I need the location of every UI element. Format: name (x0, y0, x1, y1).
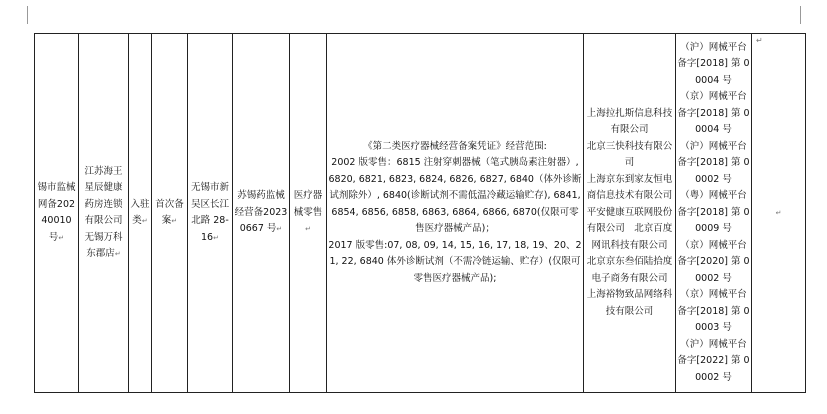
registration-number: （沪）网械平台备字[2022] 第 00002 号 (677, 338, 750, 383)
cell-end-mark: ↵ (114, 250, 121, 258)
platform-companies-cell (584, 34, 676, 393)
enterprise-name: 江苏海王星辰健康药房连锁有限公司无锡万科东郡店 (84, 165, 123, 259)
address: 无锡市新吴区长江北路 28-16 (190, 182, 229, 243)
address-cell (188, 34, 233, 393)
cell-end-mark: ↵ (213, 233, 219, 242)
cell-end-mark: ↵ (141, 217, 148, 225)
margin-mark-right (800, 6, 801, 24)
enterprise-name-cell (79, 34, 129, 393)
cell-end-mark: ↵ (58, 233, 65, 242)
registration-number: （京）网械平台备字[2018] 第 00004 号 (677, 91, 750, 136)
registration-number: （京）网械平台备字[2020] 第 00002 号 (677, 239, 750, 284)
entry-type-cell (129, 34, 152, 393)
registration-number: （粤）网械平台备字[2018] 第 00009 号 (677, 190, 750, 235)
filing-kind-cell (152, 34, 188, 393)
platform-company: 上海京东到家友恒电商信息技术有限公司 (586, 173, 673, 202)
platform-company: 上海裕物致品网络科技有限公司 (586, 289, 673, 317)
empty-cell (752, 34, 806, 393)
registration-number: （沪）网械平台备字[2018] 第 00002 号 (677, 140, 750, 185)
scope-2002: 2002 版零售：6815 注射穿刺器械（笔式胰岛素注射器）, 6820, 6821, 6823, 6824, 6826, 6827, 6840（体外诊断试剂除外）, 6840(诊断试剂不需低温冷藏运输贮存), 6841, 6854, 6856, 6858, 6863, 6864, 6866, 6870(仅限可零售医疗器械产品)； (328, 157, 582, 235)
filing-record-table (34, 33, 806, 393)
scope-title: 《第二类医疗器械经营备案凭证》经营范围: (363, 140, 547, 152)
record-number-cell (35, 34, 79, 393)
platform-company: 上海拉扎斯信息科技有限公司 (586, 107, 673, 136)
cell-end-mark: ↵ (775, 208, 782, 217)
platform-registration-cell (676, 34, 752, 393)
row-end-mark: ↵ (756, 36, 763, 45)
category-cell (290, 34, 327, 393)
store-filing-number: 苏锡药监械经营备20230667 号 (234, 190, 288, 235)
record-number: 锡市监械网备20240010 号 (37, 182, 76, 243)
registration-number: （沪）网械平台备字[2018] 第 00004 号 (677, 41, 750, 86)
cell-end-mark: ↵ (305, 225, 311, 234)
cell-end-mark: ↵ (171, 217, 178, 225)
scope-2017: 2017 版零售:07, 08, 09, 14, 15, 16, 17, 18, 19、20、21, 22, 6840 体外诊断试剂（不需冷链运输、贮存）(仅限可零售医疗器械产品); (328, 239, 582, 284)
business-scope-cell (327, 34, 584, 393)
business-category: 医疗器械零售 (293, 190, 323, 218)
table-row (35, 34, 806, 393)
platform-company: 北京京东叁佰陆拾度电子商务有限公司 (586, 256, 673, 284)
platform-company: 平安健康互联网股份有限公司 北京百度网讯科技有限公司 (586, 206, 673, 251)
registration-number: （京）网械平台备字[2018] 第 00003 号 (677, 289, 750, 334)
margin-mark-left (27, 6, 28, 24)
entry-type: 入驻类 (130, 198, 150, 226)
platform-company: 北京三快科技有限公司 (586, 140, 673, 169)
cell-end-mark: ↵ (276, 225, 283, 234)
store-filing-cell (233, 34, 290, 393)
filing-kind: 首次备案 (155, 198, 184, 226)
